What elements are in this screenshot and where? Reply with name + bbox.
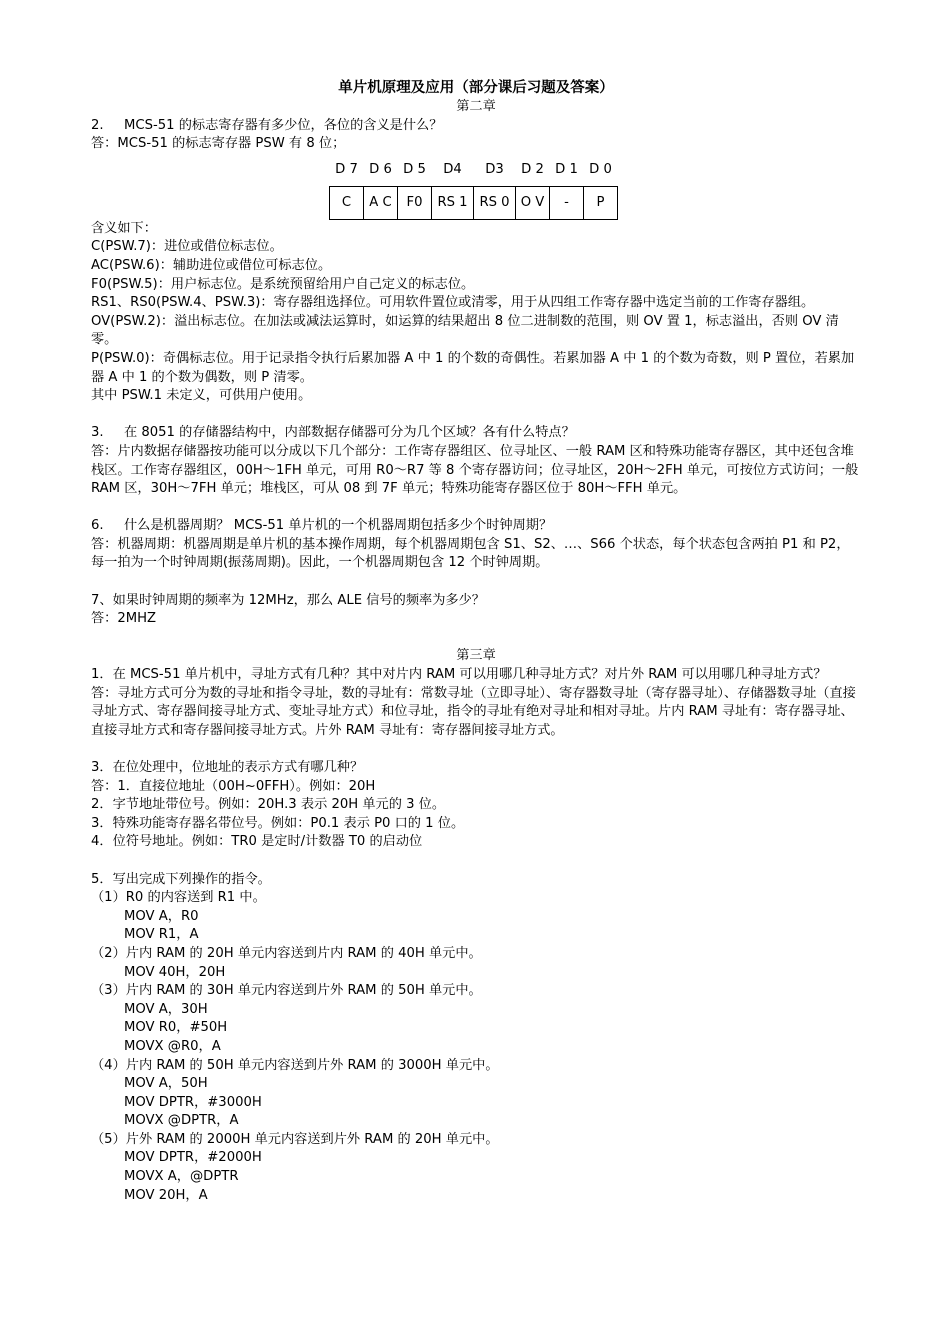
meaning-line: P(PSW.0)：奇偶标志位。用于记录指令执行后累加器 A 中 1 的个数的奇偶性。若累加器 A 中 1 的个数为奇数，则 P 置位，若累加器 A 中 1 的个数为偶数，则 P 清零。: [91, 350, 855, 385]
question-number: 2.: [91, 117, 104, 133]
question-text: 什么是机器周期？ MCS-51 单片机的一个机器周期包括多少个时钟周期？: [124, 518, 553, 534]
chapter-2-heading: 第二章: [456, 99, 496, 114]
meaning-line: F0(PSW.5)：用户标志位。是系统预留给用户自己定义的标志位。: [91, 276, 475, 292]
meaning-line: OV(PSW.2)：溢出标志位。在加法或减法运算时，如运算的结果超出 8 位二进制数的范围，则 OV 置 1，标志溢出，否则 OV 清零。: [91, 313, 839, 348]
code-line: MOV A，50H: [124, 1076, 208, 1092]
meaning-line: C(PSW.7)：进位或借位标志位。: [91, 239, 283, 255]
psw-bit-cell: RS 0: [474, 186, 516, 219]
code-line: MOV A，30H: [124, 1001, 208, 1017]
ch3-question-5: 5．写出完成下列操作的指令。: [91, 871, 271, 887]
ch3-question-1: 1．在 MCS-51 单片机中，寻址方式有几种？其中对片内 RAM 可以用哪几种寻址方式？对片外 RAM 可以用哪几种寻址方式？: [91, 667, 827, 683]
meaning-line: 其中 PSW.1 未定义，可供用户使用。: [91, 388, 312, 404]
psw-bit-cell: RS 1: [432, 186, 474, 219]
psw-header-row: [330, 154, 618, 187]
question-3: [91, 424, 861, 443]
answer-7: 答：2MHZ: [91, 611, 157, 627]
code-line: MOV R1，A: [124, 927, 199, 943]
meaning-line: RS1、RS0(PSW.4、PSW.3)：寄存器组选择位。可用软件置位或清零，用于从四组工作寄存器中选定当前的工作寄存器组。: [91, 295, 815, 311]
code-line: MOV DPTR，#2000H: [124, 1150, 262, 1166]
answer-3: 答：片内数据存储器按功能可以分成以下几个部分：工作寄存器组区、位寻址区、一般 RAM 区和特殊功能寄存器区，其中还包含堆栈区。工作寄存器组区，00H～1FH 单元，可用 R0～R7 等 8 个寄存器访问；位寻址区，20H～2FH 单元，可按位方式访问；一般 RAM 区，30H～7FH 单元；堆栈区，可从 08 到 7F 单元；特殊功能寄存器区位于 80H～FFH 单元。: [91, 443, 859, 497]
op-desc: （4）片内 RAM 的 50H 单元内容送到片外 RAM 的 3000H 单元中。: [91, 1057, 499, 1073]
code-line: MOVX @DPTR，A: [124, 1113, 239, 1129]
op-desc: （5）片外 RAM 的 2000H 单元内容送到片外 RAM 的 20H 单元中。: [91, 1131, 499, 1147]
psw-bit-cell: C: [330, 186, 364, 219]
psw-bit-cell: O V: [516, 186, 550, 219]
answer-2: 答：MCS-51 的标志寄存器 PSW 有 8 位；: [91, 136, 346, 152]
psw-bit-cell: A C: [364, 186, 398, 219]
code-line: MOV A，R0: [124, 908, 199, 924]
psw-header-cell: D 0: [589, 161, 612, 177]
psw-bit-cell: -: [550, 186, 584, 219]
ch3-answer-3-line: 4．位符号地址。例如：TR0 是定时/计数器 T0 的启动位: [91, 834, 423, 850]
code-line: MOV 20H，A: [124, 1187, 208, 1203]
op-desc: （3）片内 RAM 的 30H 单元内容送到片外 RAM 的 50H 单元中。: [91, 983, 482, 999]
psw-header-cell: D 2: [521, 161, 544, 177]
op-desc: （1）R0 的内容送到 R1 中。: [91, 890, 266, 906]
ch3-answer-3-line: 2．字节地址带位号。例如：20H.3 表示 20H 单元的 3 位。: [91, 797, 446, 813]
code-line: MOVX @R0，A: [124, 1038, 221, 1054]
meaning-line: AC(PSW.6)：辅助进位或借位可标志位。: [91, 257, 332, 273]
answer-6: 答：机器周期：机器周期是单片机的基本操作周期，每个机器周期包含 S1、S2、…、S66 个状态，每个状态包含两拍 P1 和 P2，每一拍为一个时钟周期(振荡周期)。因此，一个机器周期包含 12 个时钟周期。: [91, 536, 850, 571]
psw-bits-row: [330, 186, 618, 219]
psw-header-cell: D3: [485, 161, 504, 177]
ch3-answer-1: 答：寻址方式可分为数的寻址和指令寻址，数的寻址有：常数寻址（立即寻址）、寄存器数寻址（寄存器寻址）、存储器数寻址（直接寻址方式、寄存器间接寻址方式、变址寻址方式）和位寻址，指令的寻址有绝对寻址和相对寻址。片内 RAM 寻址有：寄存器寻址、直接寻址方式和寄存器间接寻址方式。片外 RAM 寻址有：寄存器间接寻址方式。: [91, 685, 856, 738]
question-number: 3.: [91, 425, 104, 441]
question-7: 7、如果时钟周期的频率为 12MHz，那么 ALE 信号的频率为多少？: [91, 592, 485, 608]
code-line: MOV DPTR，#3000H: [124, 1094, 262, 1110]
code-line: MOV 40H，20H: [124, 964, 226, 980]
psw-header-cell: D 7: [335, 161, 358, 177]
ch3-answer-3-line: 3．特殊功能寄存器名带位号。例如：P0.1 表示 P0 口的 1 位。: [91, 815, 465, 831]
question-6: [91, 517, 861, 536]
psw-header-cell: D 5: [403, 161, 426, 177]
document-title: 单片机原理及应用（部分课后习题及答案）: [338, 80, 614, 96]
question-text: 在 8051 的存储器结构中，内部数据存储器可分为几个区域？各有什么特点？: [124, 425, 575, 441]
code-line: MOVX A，@DPTR: [124, 1169, 239, 1185]
ch3-answer-3-line: 答：1．直接位地址（00H~0FFH）。例如：20H: [91, 778, 376, 794]
psw-header-cell: D4: [443, 161, 462, 177]
question-number: 6.: [91, 518, 104, 534]
ch3-question-3: 3．在位处理中，位地址的表示方式有哪几种？: [91, 760, 364, 775]
question-2: [91, 117, 861, 136]
psw-header-cell: D 6: [369, 161, 392, 177]
psw-bit-cell: F0: [398, 186, 432, 219]
question-text: MCS-51 的标志寄存器有多少位，各位的含义是什么？: [124, 117, 443, 133]
chapter-3-heading: 第三章: [456, 648, 496, 664]
meaning-line: 含义如下：: [91, 220, 157, 236]
psw-bit-cell: P: [584, 186, 618, 219]
psw-register-table: [329, 154, 618, 220]
op-desc: （2）片内 RAM 的 20H 单元内容送到片内 RAM 的 40H 单元中。: [91, 945, 482, 961]
psw-header-cell: D 1: [555, 161, 578, 177]
code-line: MOV R0，#50H: [124, 1020, 228, 1036]
document-page: [91, 78, 861, 1205]
